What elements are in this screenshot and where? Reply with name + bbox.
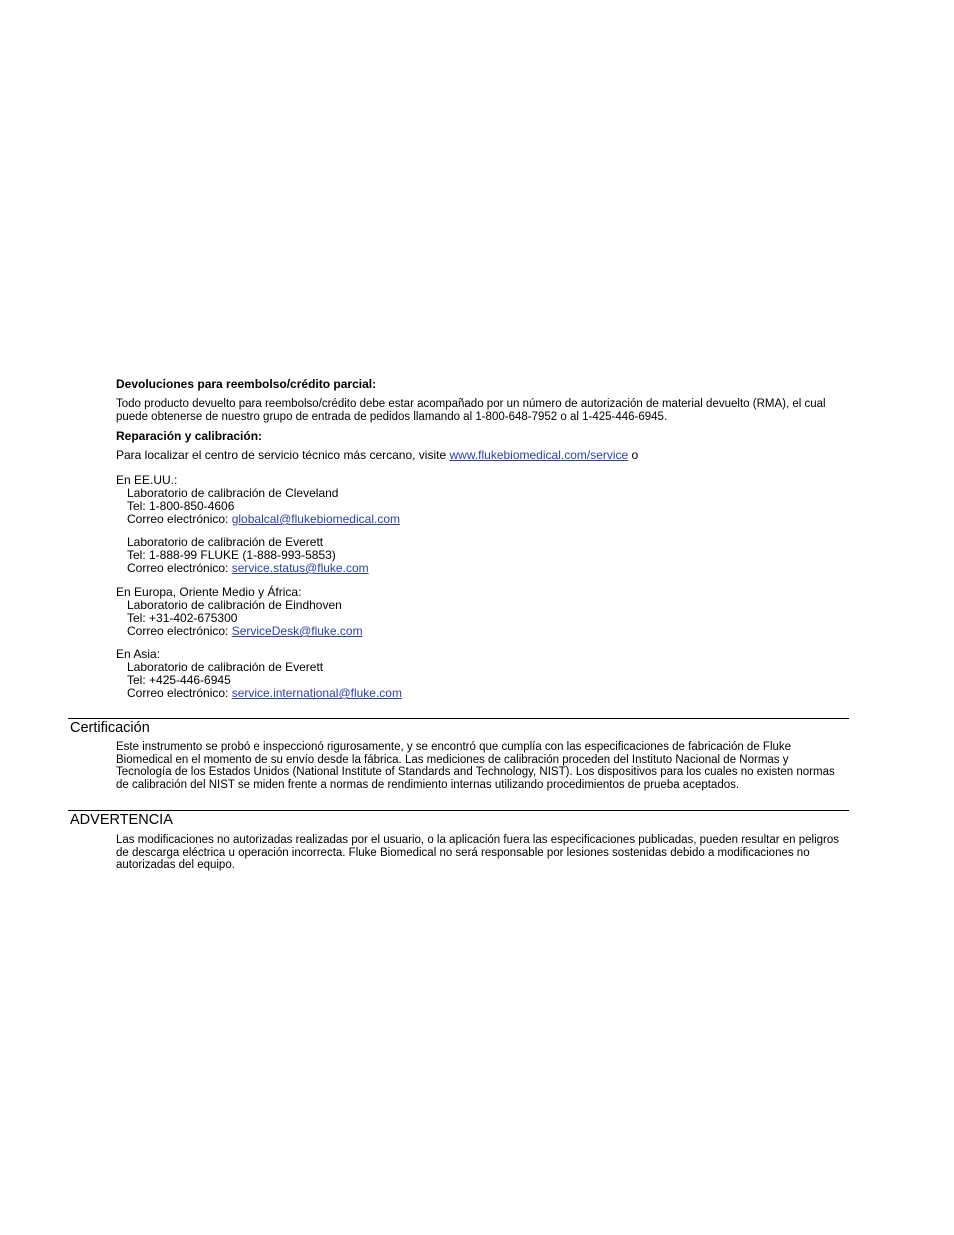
region-usa-label: En EE.UU.: (116, 473, 178, 487)
repair-intro (116, 449, 848, 462)
eindhoven-email-label: Correo electrónico: (127, 624, 232, 638)
everett-usa-lab-email-row (116, 562, 848, 575)
warning-divider (68, 810, 849, 811)
cleveland-lab-tel: Tel: 1-800-850-4606 (127, 499, 235, 513)
region-asia-label: En Asia: (116, 647, 161, 661)
cleveland-lab-email-row (116, 513, 848, 526)
asia-lab-name: Laboratorio de calibración de Everett (127, 660, 324, 674)
asia-lab-email-row (116, 687, 848, 700)
service-link[interactable]: www.flukebiomedical.com/service (449, 448, 629, 462)
warning-paragraph (116, 834, 848, 872)
certification-line-2: Biomedical en el momento de su envío desde la fábrica. Las mediciones de calibración proceden del Instituto Nacional de Normas y (116, 753, 789, 766)
returns-heading: Devoluciones para reembolso/crédito parcial: (116, 377, 377, 391)
region-asia (116, 648, 848, 700)
eindhoven-lab-name: Laboratorio de calibración de Eindhoven (127, 598, 342, 612)
certification-line-4: de calibración del NIST se miden frente a normas de rendimiento internas utilizando procedimientos de prueba aceptados. (116, 778, 740, 791)
everett-usa-lab (116, 536, 848, 575)
asia-email-link[interactable]: service.international@fluke.com (231, 686, 402, 700)
warning-line-2: de descarga eléctrica u operación incorrecta. Fluke Biomedical no será responsable por lesiones sostenidas debido a modificaciones no (116, 846, 810, 859)
certification-line-1: Este instrumento se probó e inspeccionó rigurosamente, y se encontró que cumplía con las especificaciones de fabricación de Fluke (116, 741, 792, 753)
returns-line-2: puede obtenerse de nuestro grupo de entrada de pedidos llamando al 1-800-648-7952 o al 1-425-446-6945. (116, 410, 668, 423)
cleveland-lab-name: Laboratorio de calibración de Cleveland (127, 486, 339, 500)
region-emea (116, 586, 848, 638)
repair-heading: Reparación y calibración: (116, 429, 263, 443)
region-usa (116, 474, 848, 526)
repair-intro-suffix: o (628, 448, 639, 462)
warning-title: ADVERTENCIA (70, 812, 173, 828)
cleveland-email-label: Correo electrónico: (127, 512, 232, 526)
warning-line-1: Las modificaciones no autorizadas realizadas por el usuario, o la aplicación fuera las especificaciones publicadas, pueden resultar en peligros (116, 834, 840, 846)
eindhoven-lab-email-row (116, 625, 848, 638)
certification-paragraph (116, 741, 848, 791)
eindhoven-email-link[interactable]: ServiceDesk@fluke.com (231, 624, 363, 638)
repair-intro-text: Para localizar el centro de servicio técnico más cercano, visite (116, 448, 450, 462)
everett-usa-lab-tel: Tel: 1-888-99 FLUKE (1-888-993-5853) (127, 548, 336, 562)
returns-paragraph (116, 398, 848, 423)
certification-line-3: Tecnología de los Estados Unidos (National Institute of Standards and Technology, NIST). Los dispositivos para los cuales no existen normas (116, 766, 835, 778)
everett-usa-email-label: Correo electrónico: (127, 561, 232, 575)
cleveland-email-link[interactable]: globalcal@flukebiomedical.com (231, 512, 400, 526)
warning-line-3: autorizadas del equipo. (116, 859, 235, 871)
asia-lab-tel: Tel: +425-446-6945 (127, 673, 231, 687)
certification-divider (68, 718, 849, 719)
certification-title: Certificación (70, 720, 150, 736)
everett-usa-email-link[interactable]: service.status@fluke.com (231, 561, 369, 575)
returns-line-1: Todo producto devuelto para reembolso/crédito debe estar acompañado por un número de autorización de material devuelto (RMA), el cual (116, 398, 826, 410)
asia-email-label: Correo electrónico: (127, 686, 232, 700)
everett-usa-lab-name: Laboratorio de calibración de Everett (127, 535, 324, 549)
eindhoven-lab-tel: Tel: +31-402-675300 (127, 611, 238, 625)
region-emea-label: En Europa, Oriente Medio y África: (116, 585, 302, 599)
